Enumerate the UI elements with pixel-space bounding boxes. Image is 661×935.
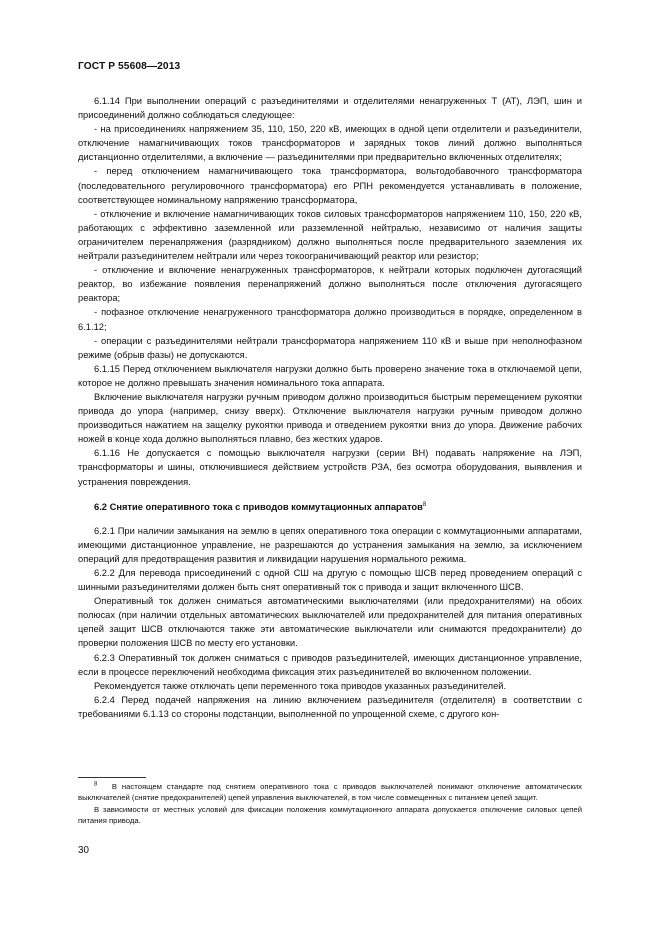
list-item: - отключение и включение намагничивающих токов силовых трансформаторов напряжением 110, 150, 220 кВ, работающих с эффективно заземленной или разземленной нейтралью, независимо от наличия защиты ограничителем перенапряжения (разрядником) должно выполняться после предварительного заземления их нейтрали разъединителем нейтрали или через токоограничивающий реактор или резистор; [78, 208, 582, 262]
list-item: - операции с разъединителями нейтрали трансформатора напряжением 110 кВ и выше при неполнофазном режиме (обрыв фазы) не допускаются. [78, 335, 582, 360]
paragraph: 6.1.16 Не допускается с помощью выключателя нагрузки (серии ВН) подавать напряжение на ЛЭП, трансформаторы и шины, отключившиеся действием устройств РЗА, без осмотра оборудования, выявления и устранения повреждения. [78, 448, 582, 487]
footnote [78, 781, 582, 804]
footnote-divider [78, 777, 146, 778]
paragraph: 6.1.15 Перед отключением выключателя нагрузки должно быть проверено значение тока в отключаемой цепи, которое не должно превышать значения номинального тока аппарата. [78, 363, 582, 388]
paragraph: 6.2.3 Оперативный ток должен сниматься с приводов разъединителей, имеющих дистанционное управление, если в процессе переключений необходима фиксация этих разъединителей во включенном положении. [78, 652, 582, 677]
page-number: 30 [78, 845, 89, 856]
footnote-mark: 8 [94, 781, 98, 788]
paragraph: Оперативный ток должен сниматься автоматическими выключателями (или предохранителями) на обоих полюсах (при наличии отдельных автоматических выключателей или предохранителей для питания оперативных цепей защит ШСВ отключаются также эти автоматические выключатели или снимаются предохранители) до проверки положения ШСВ по месту его установки. [78, 596, 582, 649]
footnote-text: В настоящем стандарте под снятием оперативного тока с приводов выключателей понимают отключение автоматических выключателей (снятие предохранителей) цепей управления выключателей, в том числе совмещенных с питанием цепей защит. [78, 782, 582, 803]
footnote: В зависимости от местных условий для фиксации положения коммутационного аппарата допускается отключение силовых цепей питания привода. [78, 804, 582, 825]
list-item: - на присоединениях напряжением 35, 110, 150, 220 кВ, имеющих в одной цепи отделители и разъединители, отключение намагничивающих токов трансформаторов и зарядных токов линий должно выполняться дистанционно отделителями, а включение — разъединителями при предварительно включенных отделителях; [78, 124, 582, 163]
section-heading [78, 500, 582, 514]
footnote-reference: 8 [422, 501, 427, 508]
list-item: - пофазное отключение ненагруженного трансформатора должно производиться в порядке, определенном в 6.1.12; [78, 307, 582, 332]
paragraph: 6.2.1 При наличии замыкания на землю в цепях оперативного тока операции с коммутационными аппаратами, имеющими дистанционное управление, не разрешаются до устранения замыкания на землю, за исключением операций для предотвращения развития и ликвидации нарушения нормального режима. [78, 525, 582, 564]
section-heading-text: 6.2 Снятие оперативного тока с приводов коммутационных аппаратов [94, 501, 423, 512]
paragraph: Рекомендуется также отключать цепи переменного тока приводов указанных разъединителей. [94, 680, 507, 691]
paragraph: 6.2.2 Для перевода присоединений с одной СШ на другую с помощью ШСВ перед проведением операций с шинными разъединителями должен быть снят оперативный ток с привода и защит включенного ШСВ. [78, 568, 582, 593]
document-header: ГОСТ Р 55608—2013 [78, 61, 181, 72]
document-body [78, 94, 582, 721]
list-item: - перед отключением намагничивающего тока трансформатора, вольтодобавочного трансформатора (последовательного регулировочного трансформатора) его РПН рекомендуется устанавливать в положение, соответствующее номинальному напряжению трансформатора, [78, 166, 582, 205]
footnotes [78, 781, 582, 826]
list-item: - отключение и включение ненагруженных трансформаторов, к нейтрали которых подключен дугогасящий реактор, во избежание появления перенапряжений должно выполняться после отключения дугогасящего реактора; [78, 265, 582, 304]
paragraph: 6.2.4 Перед подачей напряжения на линию включением разъединителя (отделителя) в соответствии с требованиями 6.1.13 со стороны подстанции, выполненной по упрощенной схеме, с другого кон- [78, 694, 582, 719]
paragraph: Включение выключателя нагрузки ручным приводом должно производиться быстрым перемещением рукоятки привода до упора (например, снизу вверх). Отключение выключателя нагрузки ручным приводом должно производиться нажатием на защелку рукоятки привода и отведением рукоятки вниз до упора. Движение рабочих ножей в конце хода должно выполняться плавно, без жестких ударов. [78, 391, 582, 445]
paragraph: 6.1.14 При выполнении операций с разъединителями и отделителями ненагруженных Т (АТ), ЛЭП, шин и присоединений должно соблюдаться следующее: [78, 96, 582, 121]
